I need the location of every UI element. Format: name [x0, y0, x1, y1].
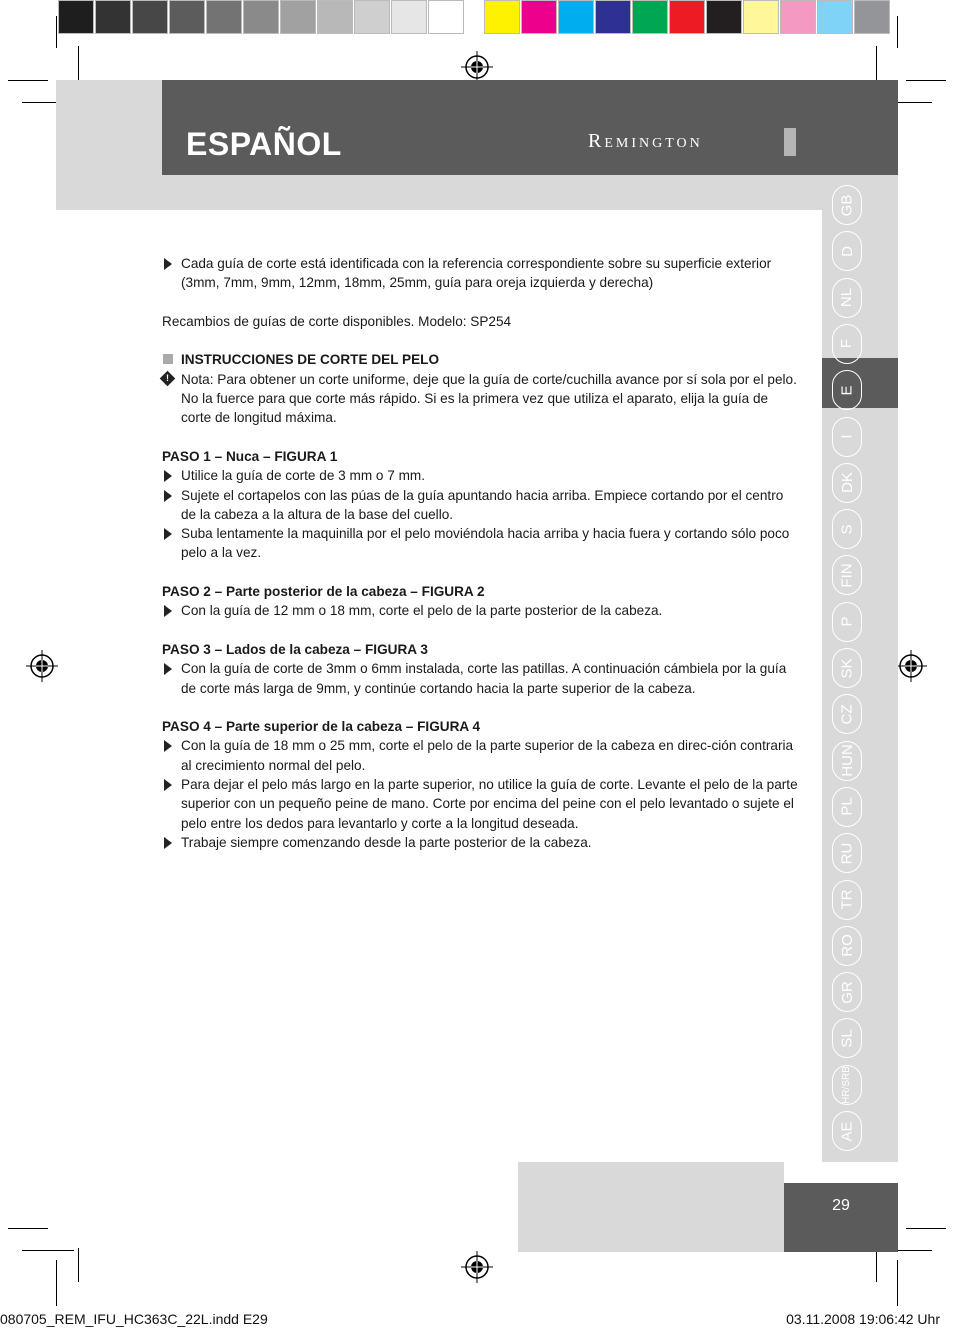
tab-nl[interactable] [832, 278, 862, 318]
tab-outline [832, 787, 862, 827]
bullet-item: Sujete el cortapelos con las púas de la guía apuntando hacia arriba. Empiece cortando por el centro de la cabeza a la altura de la base del cuello. [162, 486, 798, 525]
registration-mark-icon [460, 50, 494, 84]
tab-hun[interactable] [832, 741, 862, 781]
warning-icon: ! [160, 371, 176, 387]
tab-s[interactable] [832, 509, 862, 549]
bullet-item: Con la guía de 18 mm o 25 mm, corte el pelo de la parte superior de la cabeza en direc-ción contraria al crecimiento normal del pelo. [162, 736, 798, 775]
step-2-title: PASO 2 – Parte posterior de la cabeza – FIGURA 2 [162, 584, 485, 600]
color-swatch [854, 0, 890, 34]
gray-swatch [206, 0, 242, 34]
brand-bar [784, 128, 796, 156]
tab-label: HR/SRB [841, 1065, 853, 1104]
gray-swatch [95, 0, 131, 34]
tab-outline [832, 509, 862, 549]
page-title: ESPAÑOL [186, 126, 342, 162]
tab-cz[interactable] [832, 694, 862, 734]
tab-outline [832, 833, 862, 873]
bullet-item: Cada guía de corte está identificada con la referencia correspondiente sobre su superficie exterior (3mm, 7mm, 9mm, 12mm, 18mm, 25mm, guía para oreja izquierda y derecha) [162, 254, 798, 293]
step-4-title: PASO 4 – Parte superior de la cabeza – FIGURA 4 [162, 719, 481, 735]
tab-tr[interactable] [832, 880, 862, 920]
tab-f[interactable] [832, 324, 862, 364]
tab-outline [832, 972, 862, 1012]
color-swatch [743, 0, 779, 34]
step-1-title: PASO 1 – Nuca – FIGURA 1 [162, 448, 338, 464]
bullet-item: Con la guía de corte de 3mm o 6mm instalada, corte las patillas. A continuación cámbiela por la guía de corte más larga de 9mm, y continúe cortando hacia la parte superior de la cabeza. [162, 659, 798, 698]
tab-outline [832, 602, 862, 642]
gray-swatch [280, 0, 316, 34]
slug-date: 03.11.2008 19:06:42 Uhr [786, 1311, 940, 1327]
tab-outline [832, 1018, 862, 1058]
footer-gray-block [518, 1162, 784, 1252]
gray-swatch [243, 0, 279, 34]
color-swatch [595, 0, 631, 34]
gray-swatch [428, 0, 464, 34]
crop-mark [8, 1228, 48, 1229]
tab-label: I [838, 434, 856, 439]
brand-logo: Remington [588, 130, 703, 152]
tab-label: D [838, 245, 856, 257]
tab-label: TR [838, 889, 856, 910]
tab-outline [832, 231, 862, 271]
tab-hr-srb[interactable] [832, 1065, 862, 1105]
tab-d[interactable] [832, 231, 862, 271]
tab-label: P [838, 616, 856, 627]
crop-mark [897, 1260, 898, 1306]
tab-outline [832, 463, 862, 503]
tab-label: RU [838, 842, 856, 865]
header-side-panel [56, 80, 162, 210]
crop-mark [22, 1250, 74, 1251]
color-swatch [558, 0, 594, 34]
tab-gr[interactable] [832, 972, 862, 1012]
bullet-item: Para dejar el pelo más largo en la parte superior, no utilice la guía de corte. Levante el pelo de la parte superior con un pequeño peine de mano. Corte por encima del peine con el pelo levantado o sujete el pelo entre los dedos para levantarlo y corte a la longitud deseada. [162, 775, 798, 833]
bullet-item: Con la guía de 12 mm o 18 mm, corte el pelo de la parte posterior de la cabeza. [162, 601, 798, 620]
note-paragraph [162, 370, 798, 428]
color-swatch [521, 0, 557, 34]
color-swatch [706, 0, 742, 34]
language-tab-sidebar [822, 175, 898, 1162]
tab-label: F [838, 339, 856, 349]
tab-outline [832, 324, 862, 364]
tab-label: E [838, 385, 856, 396]
color-calibration-bar [484, 0, 891, 38]
header-gray-band [162, 175, 898, 210]
color-swatch [817, 0, 853, 34]
crop-mark [56, 16, 57, 48]
tab-outline [832, 1111, 862, 1151]
tab-sk[interactable] [832, 648, 862, 688]
tab-label: FIN [838, 563, 856, 588]
tab-outline [832, 648, 862, 688]
tab-dk[interactable] [832, 463, 862, 503]
step-3-title: PASO 3 – Lados de la cabeza – FIGURA 3 [162, 641, 428, 657]
tab-p[interactable] [832, 602, 862, 642]
tab-outline [832, 880, 862, 920]
tab-label: S [838, 524, 856, 535]
crop-mark [876, 1248, 877, 1282]
tab-label: SK [838, 657, 856, 679]
gray-swatch [132, 0, 168, 34]
tab-e[interactable] [832, 370, 862, 410]
registration-mark-icon [894, 649, 928, 683]
bullet-item: Utilice la guía de corte de 3 mm o 7 mm. [162, 466, 798, 485]
spares-text: Recambios de guías de corte disponibles. Modelo: SP254 [162, 313, 512, 329]
crop-mark [906, 1228, 946, 1229]
gray-swatch [317, 0, 353, 34]
page-number-box [784, 1183, 898, 1252]
slug-filename: 080705_REM_IFU_HC363C_22L.indd E29 [0, 1311, 268, 1327]
tab-label: AE [838, 1120, 856, 1142]
tab-label: GR [838, 980, 856, 1004]
color-swatch [669, 0, 705, 34]
tab-outline [832, 741, 862, 781]
gray-swatch [58, 0, 94, 34]
tab-label: NL [838, 288, 856, 308]
registration-mark-icon [460, 1250, 494, 1284]
tab-sl[interactable] [832, 1018, 862, 1058]
color-swatch [632, 0, 668, 34]
crop-mark [56, 1260, 57, 1306]
bullet-item: Suba lentamente la maquinilla por el pelo moviéndola hacia arriba y hacia fuera y cortando sólo poco pelo a la vez. [162, 524, 798, 563]
tab-gb[interactable] [832, 185, 862, 225]
registration-mark-icon [25, 649, 59, 683]
tab-outline [832, 185, 862, 225]
tab-outline [832, 278, 862, 318]
tab-label: HUN [838, 744, 856, 777]
crop-mark [897, 16, 898, 48]
tab-outline [832, 694, 862, 734]
tab-outline [832, 417, 862, 457]
tab-pl[interactable] [832, 787, 862, 827]
crop-mark [906, 80, 946, 81]
tab-ae[interactable] [832, 1111, 862, 1151]
tab-label: DK [838, 472, 856, 494]
tab-i[interactable] [832, 417, 862, 457]
square-bullet-icon [163, 354, 173, 364]
section-heading-text: INSTRUCCIONES DE CORTE DEL PELO [181, 352, 440, 368]
tab-ro[interactable] [832, 926, 862, 966]
page-number: 29 [832, 1197, 850, 1214]
gray-calibration-bar [58, 0, 465, 38]
tab-fin[interactable] [832, 555, 862, 595]
color-swatch [484, 0, 520, 34]
page-header [162, 80, 898, 175]
tab-label: CZ [838, 704, 856, 725]
bullet-item: Trabaje siempre comenzando desde la parte posterior de la cabeza. [162, 833, 798, 852]
tab-label: GB [838, 194, 856, 216]
tab-outline [832, 926, 862, 966]
note-text: Nota: Para obtener un corte uniforme, deje que la guía de corte/cuchilla avance por sí sola por el pelo. No la fuerce para que corte más rápido. Si es la primera vez que utiliza el aparato, elija la guía de corte de longitud máxima. [181, 371, 797, 426]
tab-outline [832, 1065, 862, 1105]
tab-label: RO [838, 934, 856, 958]
crop-mark [8, 80, 48, 81]
gray-swatch [391, 0, 427, 34]
tab-label: SL [838, 1029, 856, 1048]
color-swatch [780, 0, 816, 34]
tab-outline [832, 555, 862, 595]
main-content [162, 254, 798, 852]
tab-label: PL [838, 797, 856, 817]
gray-swatch [169, 0, 205, 34]
crop-mark [78, 1248, 79, 1282]
gray-swatch [354, 0, 390, 34]
tab-ru[interactable] [832, 833, 862, 873]
tab-outline [832, 370, 862, 410]
section-heading [162, 350, 798, 369]
